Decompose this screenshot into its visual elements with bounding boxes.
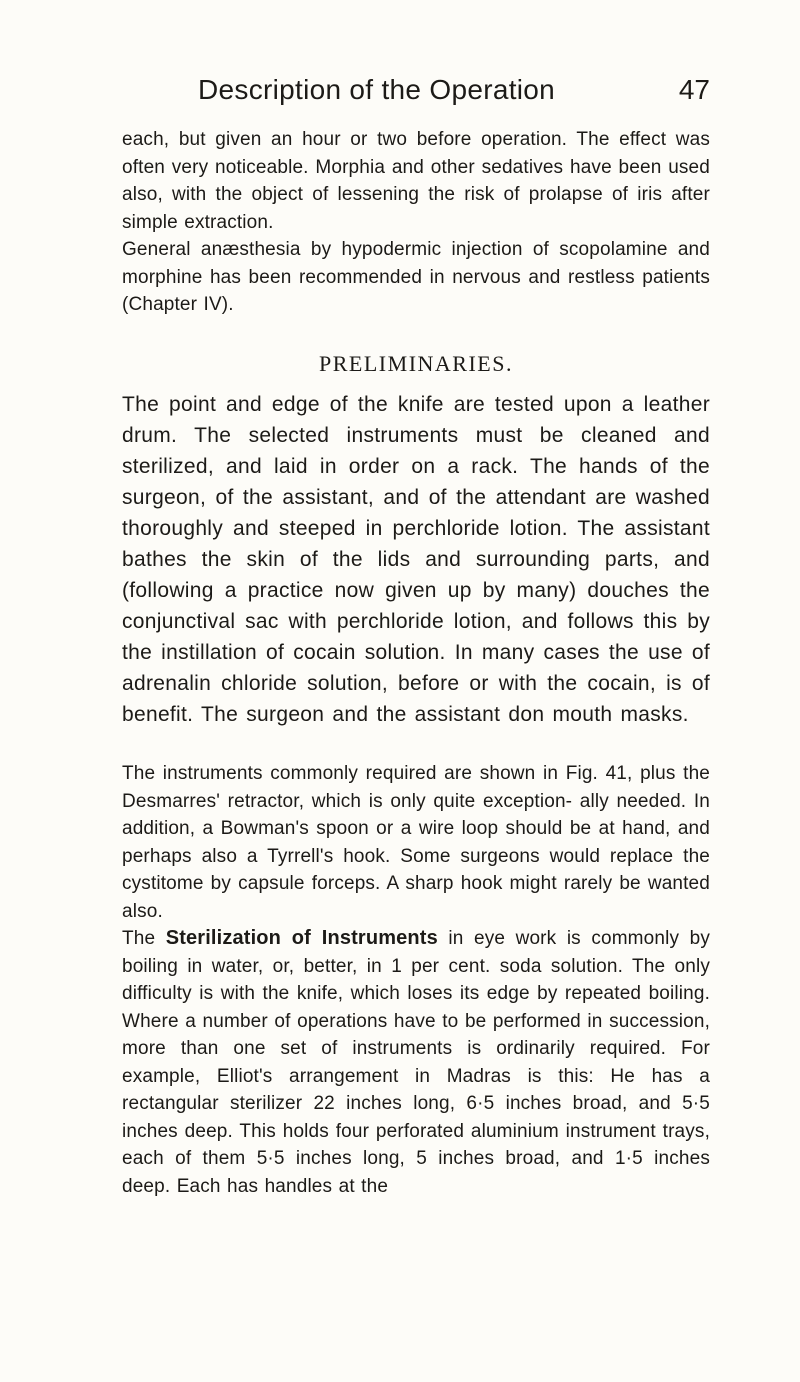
sterilization-heading: Sterilization of Instruments bbox=[165, 927, 438, 949]
intro-paragraph-2: General anæsthesia by hypodermic injection of scopolamine and morphine has been recommended in nervous and restless patients (Chapter IV). bbox=[122, 239, 710, 315]
preliminaries-block bbox=[122, 389, 710, 730]
sterilization-prefix: The bbox=[122, 928, 156, 949]
running-head bbox=[122, 74, 710, 114]
intro-block bbox=[122, 126, 710, 319]
preliminaries-paragraph: The point and edge of the knife are tested upon a leather drum. The selected instruments must be cleaned and sterilized, and laid in order on a rack. The hands of the surgeon, of the assistant, and of the attendant are washed thoroughly and steeped in perchloride lotion. The assistant bathes the skin of the lids and surrounding parts, and (following a practice now given up by many) douches the conjunctival sac with perchloride lotion, and follows this by the instillation of cocain solution. In many cases the use of adrenalin chloride solution, before or with the cocain, is of benefit. The surgeon and the assistant don mouth masks. bbox=[122, 393, 710, 726]
section-heading: PRELIMINARIES. bbox=[319, 351, 513, 376]
running-title: Description of the Operation bbox=[198, 74, 556, 105]
instruments-paragraph-1: The instruments commonly required are shown in Fig. 41, plus the Desmarres' retractor, which is only quite exception- ally needed. In addition, a Bowman's spoon or a wire loop should be at hand, and perhaps also a Tyrrell's hook. Some surgeons would replace the cystitome by capsule forceps. A sharp hook might rarely be wanted also. bbox=[122, 763, 710, 922]
intro-paragraph-1: each, but given an hour or two before operation. The effect was often very noticeable. Morphia and other sedatives have been used also, with the object of lessening the risk of prolapse of iris after simple extraction. bbox=[122, 129, 710, 233]
sterilization-paragraph bbox=[122, 925, 710, 1200]
page-number: 47 bbox=[678, 74, 710, 105]
instruments-block bbox=[122, 760, 710, 1200]
sterilization-text: in eye work is commonly by boiling in water, or, better, in 1 per cent. soda solution. The only difficulty is with the knife, which loses its edge by repeated boiling. Where a number of operations have to be performed in succession, more than one set of instruments is ordinarily required. For example, Elliot's arrangement in Madras is this: He has a rectangular sterilizer 22 inches long, 6·5 inches broad, and 5·5 inches deep. This holds four perforated aluminium instrument trays, each of them 5·5 inches long, 5 inches broad, and 1·5 inches deep. Each has handles at the bbox=[122, 928, 710, 1197]
